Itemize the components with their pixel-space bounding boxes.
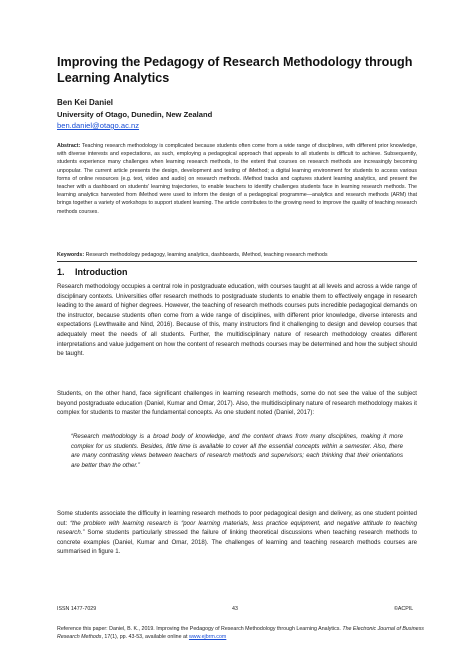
footer-copyright: ©ACPIL	[394, 606, 414, 612]
keywords	[57, 251, 417, 259]
author-affiliation: University of Otago, Dunedin, New Zealand	[57, 110, 213, 119]
section-divider	[57, 261, 417, 262]
body-paragraph-3	[57, 509, 417, 557]
section-number: 1.	[57, 267, 65, 277]
abstract-label: Abstract:	[57, 143, 81, 149]
footer-page-number: 43	[232, 606, 238, 612]
author-email-link[interactable]: ben.daniel@otago.ac.nz	[57, 121, 140, 130]
journal-url-link[interactable]: www.ejbrm.com	[188, 634, 227, 640]
paper-title: Improving the Pedagogy of Research Methodology through Learning Analytics	[57, 55, 413, 85]
p3-text-b: Some students particularly stressed the failure of linking theoretical discussions when teaching research methods to concrete examples (Daniel, Kumar and Omar, 2018). The challenges of learning and teaching research methods courses are summarised in figure 1.	[57, 529, 417, 556]
p3-text-a: Some students associate the difficulty in learning research methods to poor pedagogical design and delivery, as one student pointed out:	[57, 510, 417, 527]
section-heading	[57, 267, 128, 277]
reference-note	[57, 625, 427, 641]
reference-text-b: , 17(1), pp. 43-53, available online at	[101, 634, 189, 640]
keywords-label: Keywords:	[57, 252, 85, 258]
keywords-text: Research methodology pedagogy, learning analytics, dashboards, iMethod, teaching research methods	[85, 252, 328, 258]
block-quote: “Research methodology is a broad body of knowledge, and the content draws from many disciplines, making it more complex for us students. Besides, little time is available to cover all the essential concepts within a semester. Also, there are many contrasting views between teachers of research methods and supervisors; each thinking that their orientations are better than the other.”	[71, 433, 403, 469]
abstract	[57, 142, 417, 216]
footer-issn: ISSN 1477-7029	[57, 606, 97, 612]
p3-inline-quote: “the problem with learning research is “poor learning materials, less practice equipment, and negative attitude to teaching research.”	[57, 519, 417, 537]
body-paragraph-2: Students, on the other hand, face significant challenges in learning research methods, some do not see the value of the subject beyond postgraduate education (Daniel, Kumar and Omar, 2017). Also, the multidisciplinary nature of research methodology makes it complex for students to master the fundamental concepts. As one student noted (Daniel, 2017):	[57, 390, 417, 417]
author-name: Ben Kei Daniel	[57, 98, 114, 107]
abstract-text: Teaching research methodology is complicated because students often come from a wide range of disciplines, with different prior knowledge, with diverse interests and expectations, as such, employing a pedagogical approach that appeals to all students is difficult to achieve. Subsequently, students experience many challenges when learning research methods, to the extent that courses on research methods are increasingly becoming unpopular. The current article presents the design, development and testing of iMethod; a digital learning environment for students to access various forms of online resources (e.g. text, video and audio) on research methods. iMethod tracks and captures student learning analytics, and present the teacher with a dashboard on students' learning trajectories, to enable teachers to identify challenges students face in learning research methods. The learning analytics harvested from iMethod were used to inform the design of a pedagogical programme—analytics and research methods (ARM) that brings together a variety of workshops to support student learning. The article contributes to the growing need to improve the quality of teaching research methods courses.	[57, 143, 417, 215]
body-paragraph-1: Research methodology occupies a central role in postgraduate education, with courses taught at all levels and across a wide range of disciplinary contexts. Universities offer research methods to postgraduate students to enable them to effectively engage in research leading to the award of higher degrees. However, the teaching of research methods courses puts incredible pedagogical demands on the instructor, because students often come from a wide range of disciplines, with different prior knowledge, diverse interests and expectations (Lewthwaite and Nind, 2016). Because of this, many instructors find it challenging to design and develop courses that adequately meet the needs of all students. Further, the multidisciplinary nature of research methodology creates different interpretations and value judgement on how the content of research methods courses may be determined and how the subject should be taught.	[57, 283, 417, 358]
section-title: Introduction	[75, 267, 128, 277]
reference-journal: The Electronic Journal of Business Research Methods	[57, 626, 424, 640]
reference-text-a: Reference this paper: Daniel, B. K., 2019. Improving the Pedagogy of Research Methodology through Learning Analytics.	[57, 626, 343, 632]
